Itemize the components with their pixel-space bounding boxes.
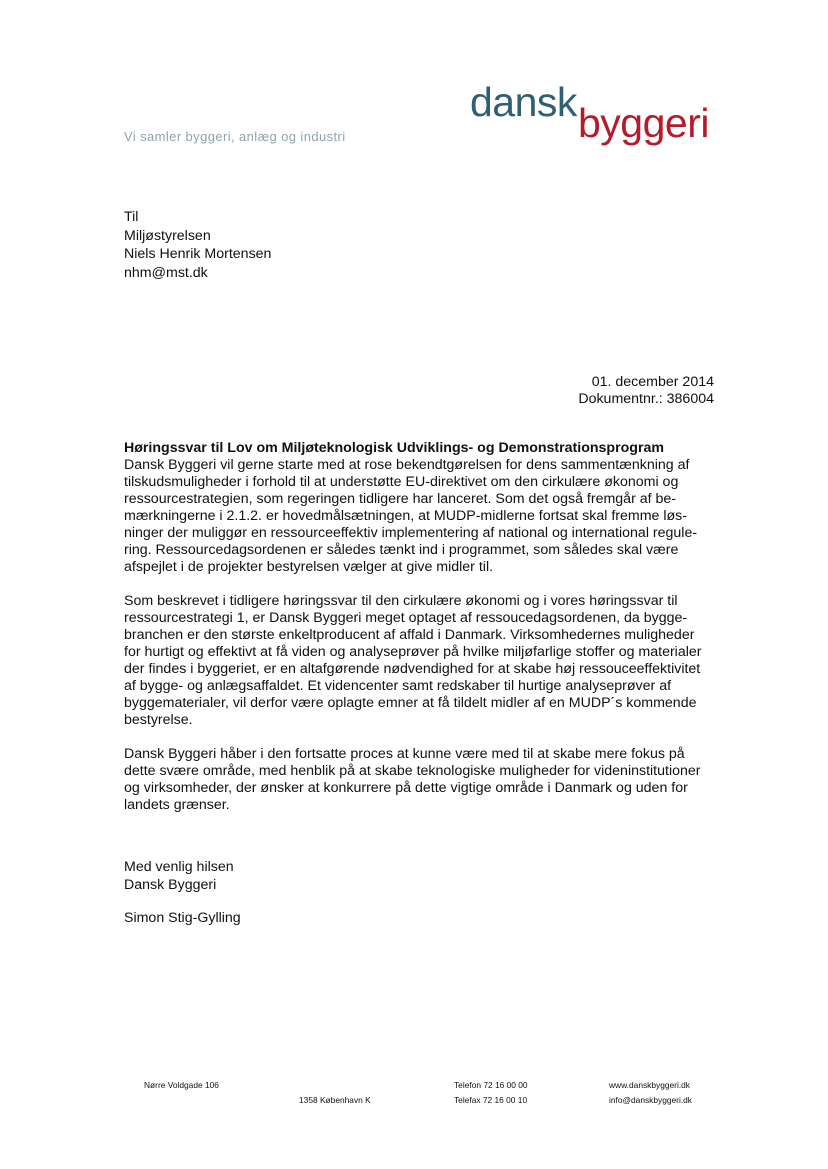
footer-phone: Telefon 72 16 00 00 xyxy=(454,1080,528,1090)
paragraph-line: afspejlet i de projekter bestyrelsen vælger at give midler til. xyxy=(124,559,494,575)
dansk-byggeri-logo xyxy=(470,79,730,152)
recipient-line: Miljøstyrelsen xyxy=(124,227,211,244)
paragraph-line: Dansk Byggeri håber i den fortsatte proces at kunne være med til at skabe mere fokus på xyxy=(124,746,685,762)
date-block xyxy=(578,374,714,408)
paragraph xyxy=(124,746,724,814)
paragraph-line: ring. Ressourcedagsordenen er således tænkt ind i programmet, som således skal være xyxy=(124,542,679,558)
closing-organization: Dansk Byggeri xyxy=(124,876,217,893)
paragraph-line: landets grænser. xyxy=(124,797,230,813)
paragraph-line: der findes i byggeriet, er en altafgørende nødvendighed for at skabe høj ressouceeffektivitet xyxy=(124,661,701,677)
paragraph-line: Dansk Byggeri vil gerne starte med at rose bekendtgørelsen for dens sammentænkning af xyxy=(124,457,690,473)
paragraph-line: af bygge- og anlægsaffaldet. Et videncenter samt redskaber til hurtige analyseprøver af xyxy=(124,678,672,694)
footer-email: info@danskbyggeri.dk xyxy=(609,1095,692,1105)
paragraph-line: dette svære område, med henblik på at skabe teknologiske muligheder for videninstitutioner xyxy=(124,763,701,779)
letter-subject: Høringssvar til Lov om Miljøteknologisk Udviklings- og Demonstrationsprogram xyxy=(124,440,664,456)
paragraph-line: ressourcestrategi 1, er Dansk Byggeri meget optaget af ressoucedagsordenen, da bygge- xyxy=(124,610,688,626)
paragraph-line: branchen er den største enkeltproducent af affald i Danmark. Virksomhedernes muligheder xyxy=(124,627,695,643)
paragraph-line: ressourcestrategien, som regeringen tidligere har lanceret. Som det også fremgår af be- xyxy=(124,491,677,507)
recipient-address xyxy=(124,208,271,282)
paragraph-line: ninger der muliggør en ressourceeffektiv implementering af national og international regule- xyxy=(124,525,698,541)
closing-greeting: Med venlig hilsen xyxy=(124,859,234,875)
paragraph-line: byggematerialer, vil derfor være oplagte emner at få tildelt midler af en MUDP´s kommende xyxy=(124,695,697,711)
paragraph-line: for hurtigt og effektivt at få viden og analyseprøver på hvilke miljøfarlige stoffer og materialer xyxy=(124,644,702,660)
footer-city: 1358 København K xyxy=(299,1095,371,1105)
document-number: Dokumentnr.: 386004 xyxy=(578,391,714,407)
paragraph-line: Som beskrevet i tidligere høringssvar til den cirkulære økonomi og i vores høringssvar til xyxy=(124,593,678,609)
footer-fax: Telefax 72 16 00 10 xyxy=(454,1095,528,1105)
letter-body xyxy=(124,440,724,831)
logo-word-dansk: dansk xyxy=(470,79,577,125)
paragraph-line: og virksomheder, der ønsker at konkurrere på dette vigtige område i Danmark og uden for xyxy=(124,780,688,796)
paragraph xyxy=(124,457,724,576)
logo-word-byggeri: byggeri xyxy=(578,100,709,146)
recipient-line: Niels Henrik Mortensen xyxy=(124,246,272,263)
paragraph-line: tilskudsmuligheder i forhold til at understøtte EU-direktivet om den cirkulære økonomi og xyxy=(124,474,679,490)
signer-name: Simon Stig-Gylling xyxy=(124,910,241,926)
recipient-email: nhm@mst.dk xyxy=(124,264,208,281)
paragraph-line: mærkningerne i 2.1.2. er hovedmålsætningen, at MUDP-midlerne fortsat skal fremme løs- xyxy=(124,508,687,524)
footer-street: Nørre Voldgade 106 xyxy=(144,1080,219,1090)
letter-date: 01. december 2014 xyxy=(591,374,714,390)
tagline: Vi samler byggeri, anlæg og industri xyxy=(124,129,346,144)
recipient-line: Til xyxy=(124,209,139,225)
paragraph-line: bestyrelse. xyxy=(124,712,193,728)
footer-website: www.danskbyggeri.dk xyxy=(609,1080,690,1090)
closing xyxy=(124,859,234,894)
paragraph xyxy=(124,593,724,729)
